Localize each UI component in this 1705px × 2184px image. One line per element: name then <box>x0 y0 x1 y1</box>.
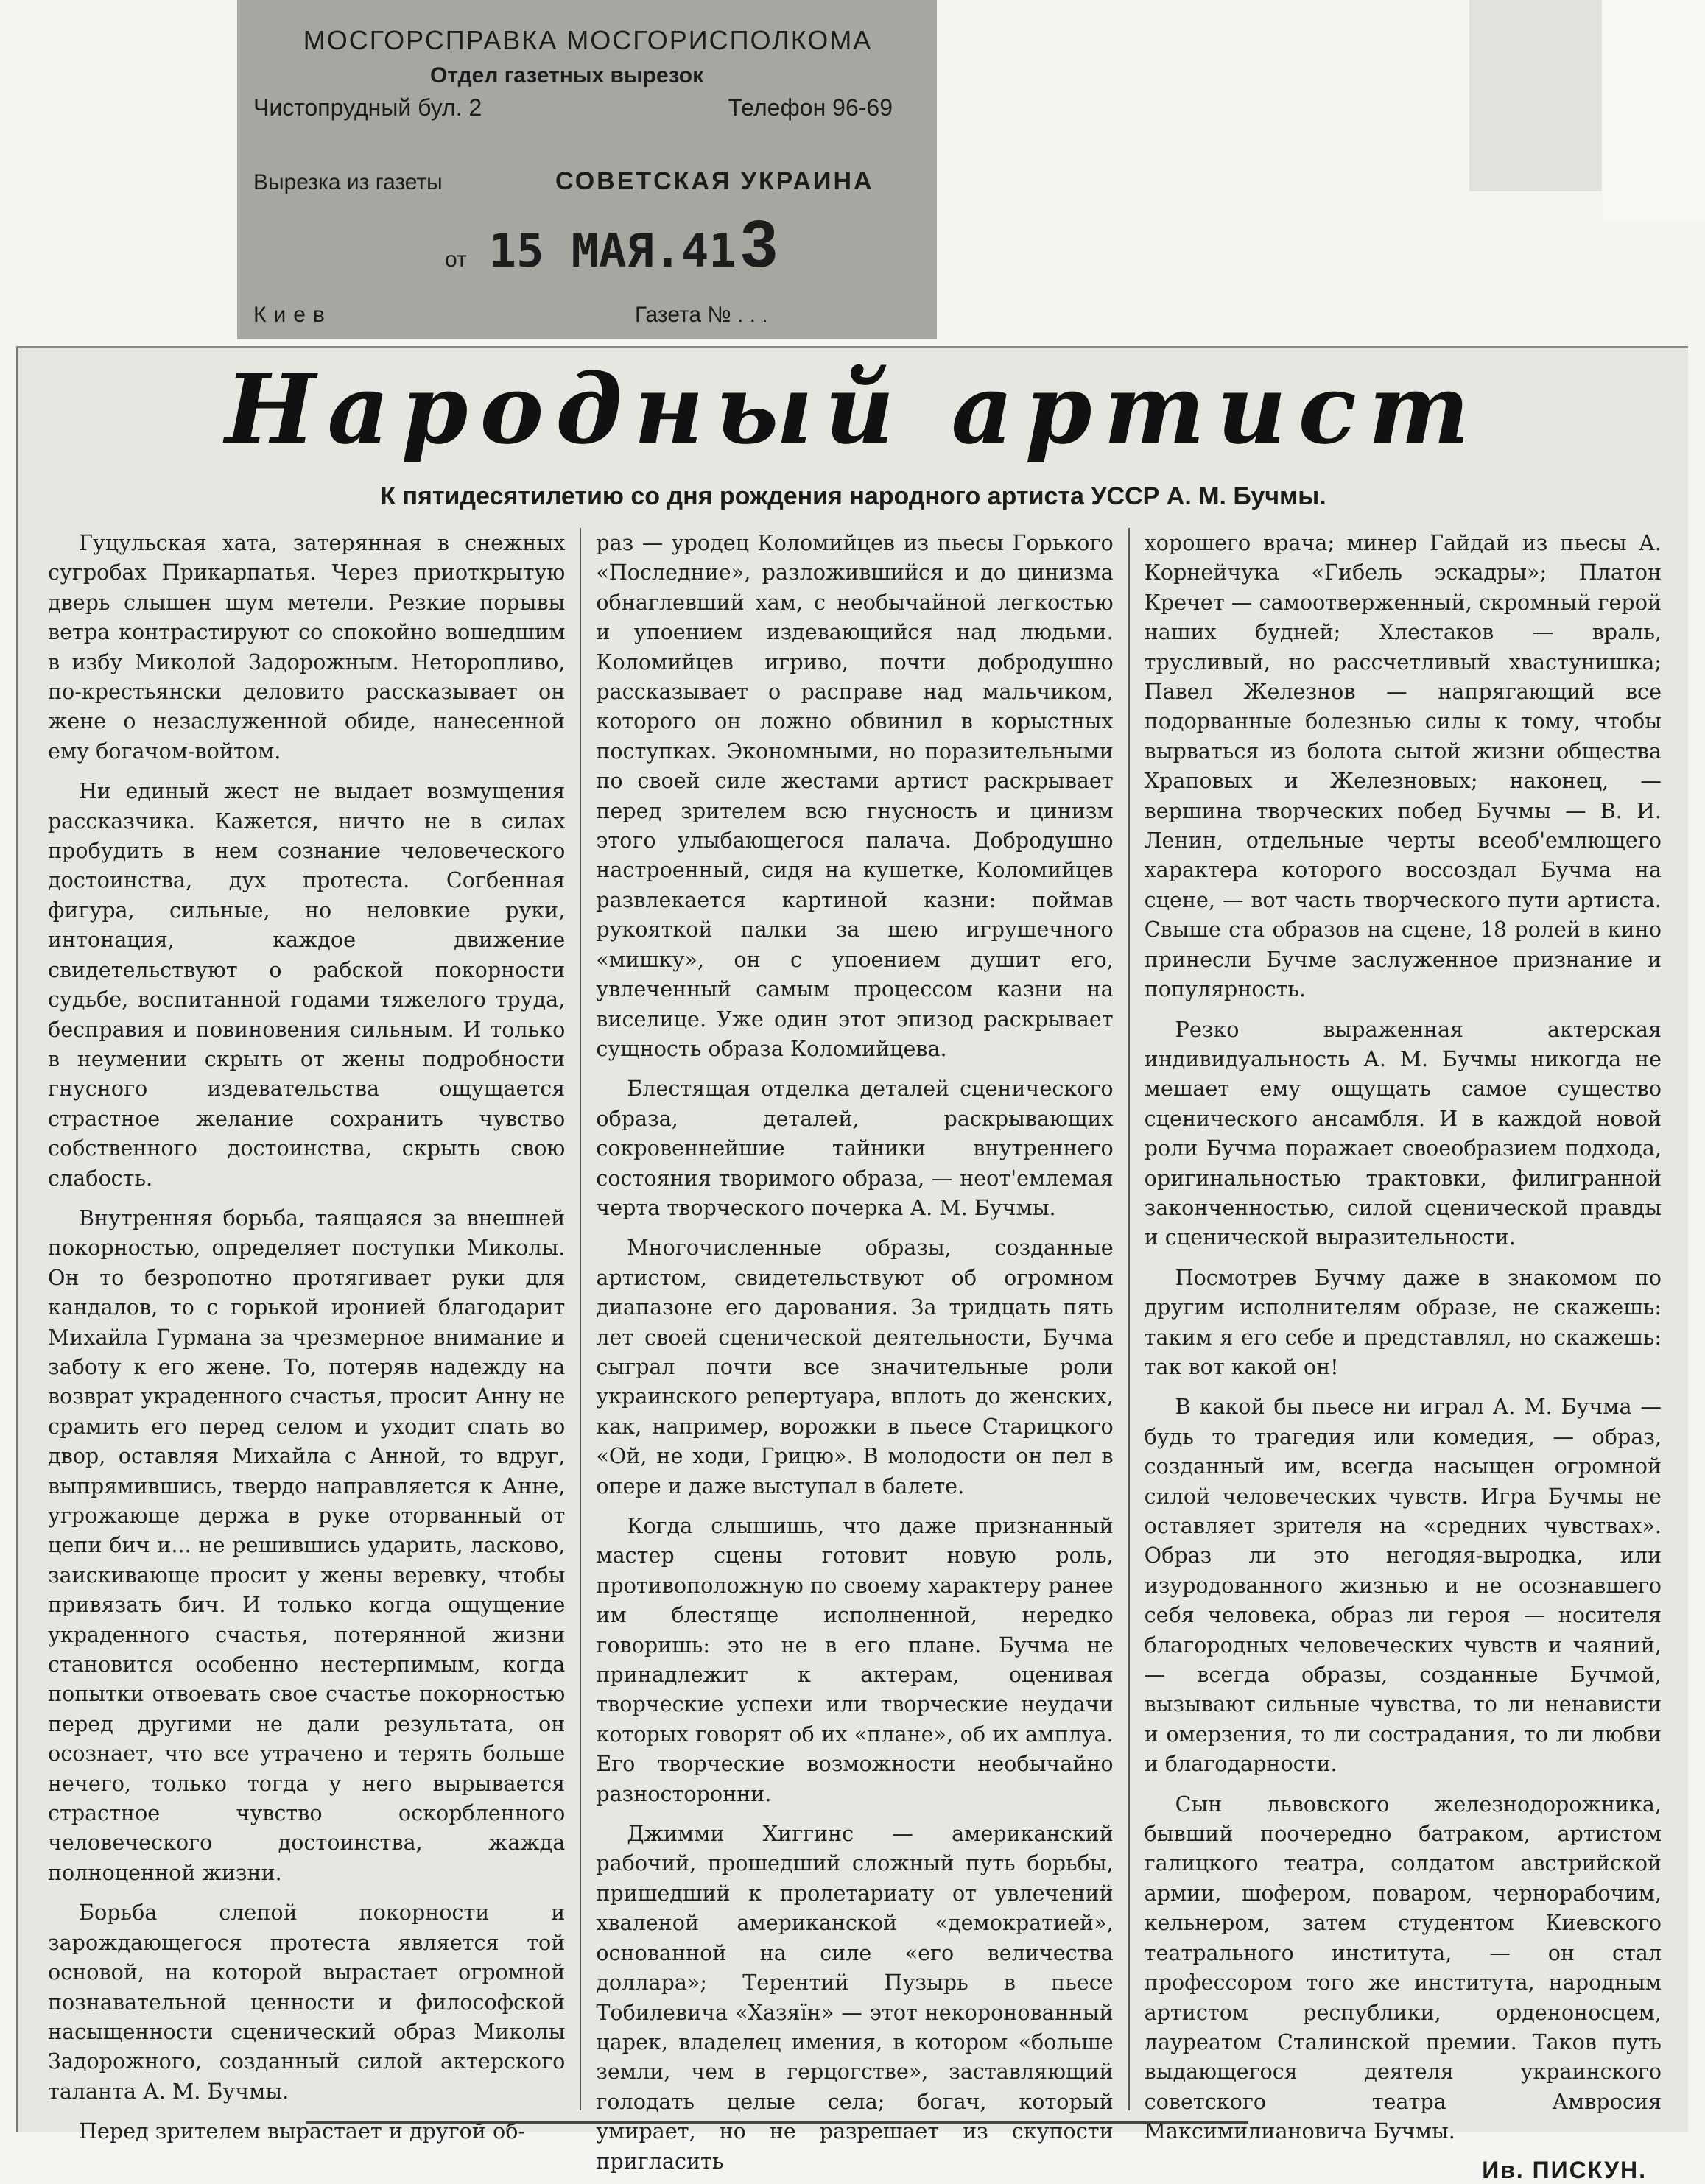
stamp-from-label: от <box>445 247 467 272</box>
stamp-issue-mark: 3 <box>740 208 778 281</box>
paragraph: раз — уродец Коломийцев из пьесы Горького «Последние», разложившийся и до цинизма обнаглевший хам, с необычайной легкостью и упоением издевающийся над людьми. Коломийцев игриво, почти добродушно рассказывает о расправе над мальчиком, которого он ложно обвинил в корыстных поступках. Экономными, но поразительными по своей силе жестами артист раскрывает перед зрителем всю гнусность и цинизм этого улыбающегося палача. Добродушно настроенный, сидя на кушетке, Коломийцев развлекается картиной казни: поймав рукояткой палки за шею игрушечного «мишку», он с упоением душит его, увлеченный самым процессом казни на виселице. Уже один этот эпизод раскрывает сущность образа Коломийцева. <box>596 530 1114 1061</box>
paper-scrap-edge <box>1602 0 1705 221</box>
paragraph: Когда слышишь, что даже признанный мастер сцены готовит новую роль, противоположную по своему характеру ранее им блестяще исполненной, нередко говоришь: это не в его плане. Бучма не принадлежит к актерам, оценивая творческие успехи или творческие неудачи которых говорят об их «плане», об их амплуа. Его творческие возможности необычайно разносторонни. <box>596 1513 1114 1806</box>
paragraph: Резко выраженная актерская индивидуальность А. М. Бучмы никогда не мешает ему ощущать самое существо сценического ансамбля. И в каждой новой роли Бучма поражает своеобразием подхода, оригинальностью трактовки, филигранной законченностью, силой сценической правды и сценической выразительности. <box>1144 1016 1662 1250</box>
stamp-address: Чистопрудный бул. 2 <box>253 94 482 121</box>
paragraph: Многочисленные образы, созданные артистом, свидетельствуют об огромном диапазоне его дарования. За тридцать пять лет своей сценической деятельности, Бучма сыграл почти все значительные роли украинского репертуара, вплоть до женских, как, например, ворожки в пьесе Старицкого «Ой, не ходи, Грицю». В молодости он пел в опере и даже выступал в балете. <box>596 1235 1114 1498</box>
stamp-city: Киев <box>253 303 332 327</box>
bottom-rule <box>306 2121 1248 2124</box>
author-signature: Ив. ПИСКУН. <box>1482 2156 1647 2183</box>
stamp-source-line <box>253 167 893 196</box>
article-column-3 <box>1128 528 1676 2183</box>
paragraph: Посмотрев Бучму даже в знакомом по другим исполнителям образе, не скажешь: таким я его себе и представлял, но скажешь: так вот какой он! <box>1144 1264 1662 1379</box>
stamp-contact-line <box>253 94 893 121</box>
paragraph: В какой бы пьесе ни играл А. М. Бучма — будь то трагедия или комедия, — образ, созданный им, всегда насыщен огромной силой человеческих чувств. Игра Бучмы не оставляет зрителя на «средних чувствах». Образ ли это негодяя-выродка, или изуродованного жизнью и не осознавшего себя человека, образ ли героя — носителя благородных человеческих чувств и чаяний, — всегда образы, созданные Бучмой, вызывают сильные чувства, то ли ненависти и омерзения, то ли сострадания, то ли любви и благодарности. <box>1144 1394 1662 1777</box>
stamp-gazette-label: Газета № . . . <box>635 303 768 327</box>
stamp-cut-label: Вырезка из газеты <box>253 170 443 194</box>
stamp-newspaper-name: СОВЕТСКАЯ УКРАИНА <box>555 167 874 195</box>
newspaper-article <box>16 346 1688 2183</box>
stamp-department: Отдел газетных вырезок <box>430 63 704 88</box>
article-subheading: К пятидесятилетию со дня рождения народного артиста УССР А. М. Бучмы. <box>380 482 1326 510</box>
paragraph: Борьба слепой покорности и зарождающегося протеста является той основой, на которой вырастает огромной познавательной ценности и философской насыщенности сценический образ Миколы Задорожного, созданный силой актерского таланта А. М. Бучмы. <box>48 1900 566 2104</box>
paragraph: Ни единый жест не выдает возмущения рассказчика. Кажется, ничто не в силах пробудить в нем сознание человеческого достоинства, дух протеста. Согбенная фигура, сильные, но неловкие руки, интонация, каждое движение свидетельствуют о рабской покорности судьбе, воспитанной годами тяжелого труда, бесправия и повиновения сильным. И только в неумении скрыть от жены подробности гнусного издевательства ощущается страстное желание сохранить чувство собственного достоинства, скрыть свою слабость. <box>48 778 566 1191</box>
stamp-bottom-line <box>253 303 893 328</box>
stamp-date-line <box>445 208 893 281</box>
stamp-organization: МОСГОРСПРАВКА МОСГОРИСПОЛКОМА <box>303 25 873 55</box>
paragraph: Перед зрителем вырастает и другой об- <box>79 2118 526 2144</box>
paragraph: хорошего врача; минер Гайдай из пьесы А. Корнейчука «Гибель эскадры»; Платон Кречет — самоотверженный, скромный герой наших будней; Хлестаков — враль, трусливый, но рассчетливый хвастунишка; Павел Железнов — напрягающий все подорванные болезнью силы к тому, чтобы вырваться из болота сытой жизни общества Храповых и Железновых; наконец, — вершина творческих побед Бучмы — В. И. Ленин, отдельные черты всеоб'емлющего характера которого воссоздал Бучма на сцене, — вот часть творческого пути артиста. Свыше ста образов на сцене, 18 ролей в кино принесли Бучме заслуженное признание и популярность. <box>1144 530 1662 1002</box>
paragraph: Внутренняя борьба, таящаяся за внешней покорностью, определяет поступки Миколы. Он то безропотно протягивает руки для кандалов, то с горькой иронией благодарит Михайла Гурмана за чрезмерное внимание и заботу к его жене. То, потеряв надежду на возврат украденного счастья, просит Анну не срамить его перед селом и уходит спать во двор, оставляя Михайла с Анной, то вдруг, выпрямившись, твердо направляется к Анне, угрожающе держа в руке оторванный от цепи бич и... не решившись ударить, ласково, заискивающе просит у жены веревку, чтобы привязать бич. И только когда ощущение украденного счастья, потерянной жизни становится особенно нестерпимым, когда попытки отвоевать свое счастье покорностью перед другими не дали результата, он осознает, что все утрачено и терять больше нечего, только тогда у него вырывается страстное чувство оскорбленного человеческого достоинства, жажда полноценной жизни. <box>48 1205 566 1885</box>
article-column-1 <box>33 528 580 2144</box>
paragraph: Блестящая отделка деталей сценического образа, деталей, раскрывающих сокровеннейшие тайники внутреннего состояния творимого образа, — неот'емлемая черта творческого почерка А. М. Бучмы. <box>596 1076 1114 1220</box>
paragraph: Сын львовского железнодорожника, бывший поочередно батраком, артистом галицкого театра, солдатом австрийской армии, шофером, поваром, чернорабочим, кельнером, затем студентом Киевского театрального института, — он стал профессором того же института, народным артистом республики, орденоносцем, лауреатом Сталинской премии. Таков путь выдающегося деятеля украинского советского театра Амвросия Максимилиановича Бучмы. <box>1144 1791 1662 2144</box>
paragraph: Джимми Хиггинс — американский рабочий, прошедший сложный путь борьбы, пришедший к пролетариату от увлечений хваленой американской «демократией», основанной на силе «его величества доллара»; Терентий Пузырь в пьесе Тобилевича «Хазяїн» — этот некоронованный царек, владелец имения, в котором «больше земли, чем в герцогстве», заставляющий голодать целые села; богач, который умирает, но не разрешает из скупости пригласить <box>596 1821 1114 2174</box>
clipping-service-stamp <box>237 0 937 339</box>
stamp-phone: Телефон 96-69 <box>728 94 893 121</box>
stamp-date: 15 МАЯ.41 <box>488 224 737 278</box>
article-columns <box>33 528 1676 2183</box>
article-headline: Народный артист <box>225 353 1482 465</box>
paragraph: Гуцульская хата, затерянная в снежных сугробах Прикарпатья. Через приоткрытую дверь слышен шум метели. Резкие порывы ветра контрастируют со спокойно вошедшим в избу Миколой Задорожным. Неторопливо, по-крестьянски деловито рассказывает он жене о незаслуженной обиде, нанесенной ему богачом-войтом. <box>48 530 566 764</box>
article-column-2 <box>580 528 1128 2174</box>
